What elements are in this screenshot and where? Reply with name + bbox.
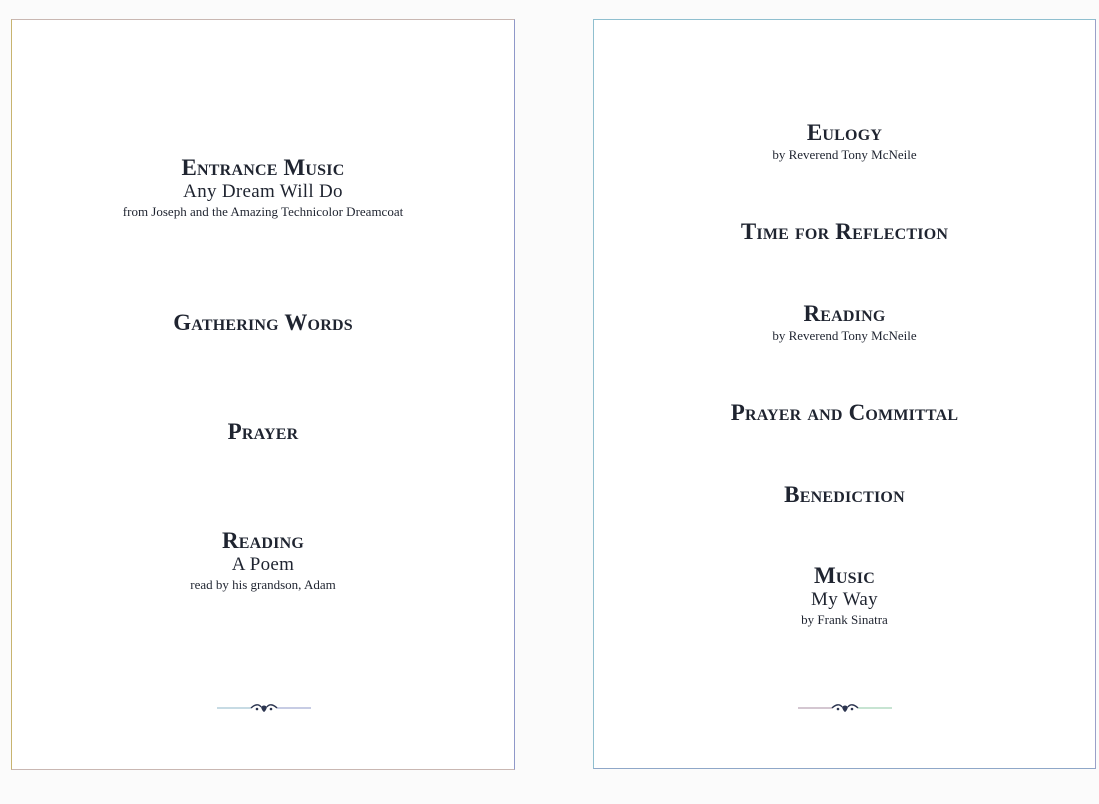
scroll-flourish-icon bbox=[217, 702, 311, 714]
prayer-section bbox=[12, 419, 514, 445]
reading-title: A Poem bbox=[231, 554, 295, 575]
reading-heading: Reading bbox=[221, 528, 305, 553]
benediction-section bbox=[594, 482, 1095, 508]
music-section bbox=[594, 563, 1095, 628]
music-artist: by Frank Sinatra bbox=[801, 612, 888, 627]
entrance-music-section bbox=[12, 155, 514, 220]
entrance-music-source: from Joseph and the Amazing Technicolor Dreamcoat bbox=[122, 204, 404, 219]
committal-heading: Prayer and Committal bbox=[730, 400, 959, 425]
music-title: My Way bbox=[811, 589, 878, 610]
reading-heading-right: Reading bbox=[803, 301, 886, 326]
benediction-heading: Benediction bbox=[784, 482, 905, 507]
scroll-flourish-icon bbox=[798, 702, 892, 714]
reflection-heading: Time for Reflection bbox=[740, 219, 949, 244]
reading-by: by Reverend Tony McNeile bbox=[772, 328, 917, 343]
eulogy-section bbox=[594, 120, 1095, 163]
right-page bbox=[593, 19, 1096, 769]
entrance-music-title: Any Dream Will Do bbox=[183, 181, 343, 202]
committal-section bbox=[594, 400, 1095, 426]
prayer-heading: Prayer bbox=[227, 419, 299, 444]
gathering-words-section bbox=[12, 310, 514, 336]
gathering-words-heading: Gathering Words bbox=[173, 310, 353, 335]
left-page bbox=[11, 19, 515, 770]
reading-poem-section bbox=[12, 528, 514, 593]
reflection-section bbox=[594, 219, 1095, 245]
reading-section bbox=[594, 301, 1095, 344]
eulogy-by: by Reverend Tony McNeile bbox=[772, 147, 917, 162]
entrance-music-heading: Entrance Music bbox=[181, 155, 345, 180]
music-heading: Music bbox=[814, 563, 875, 588]
eulogy-heading: Eulogy bbox=[806, 120, 883, 145]
reading-reader: read by his grandson, Adam bbox=[190, 577, 336, 592]
